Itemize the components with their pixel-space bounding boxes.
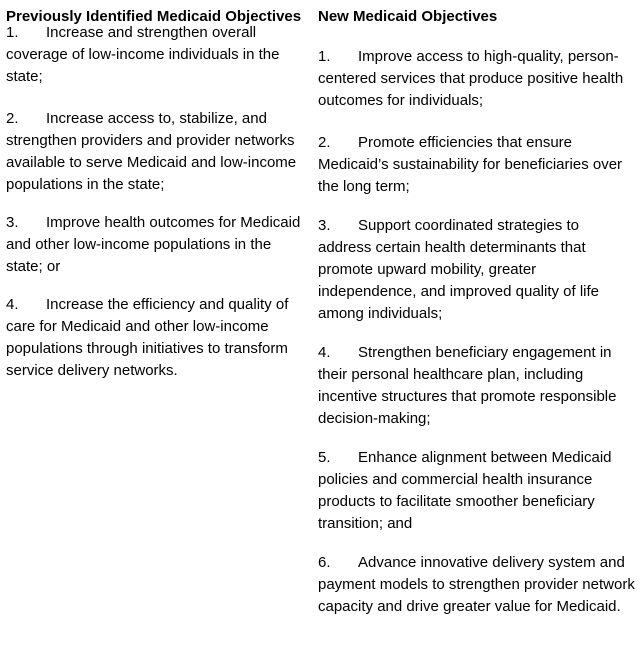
list-item — [318, 447, 635, 535]
item-number: 4. — [6, 296, 19, 313]
list-item — [318, 552, 635, 618]
list-item — [6, 212, 312, 278]
list-item — [6, 294, 312, 382]
previous-objectives-header: Previously Identified Medicaid Objectives — [6, 8, 302, 25]
item-text: Promote efficiencies that ensure Medicaid’s sustainability for beneficiaries over the long term; — [318, 134, 623, 195]
list-item — [318, 342, 635, 430]
item-number: 5. — [318, 449, 331, 466]
item-text: Enhance alignment between Medicaid policies and commercial health insurance products to facilitate smoother beneficiary transition; and — [318, 449, 612, 532]
list-item — [318, 215, 635, 325]
item-text: Strengthen beneficiary engagement in their personal healthcare plan, including incentive structures that promote responsible decision-making; — [318, 344, 617, 427]
item-text: Increase and strengthen overall coverage of low-income individuals in the state; — [6, 24, 280, 85]
item-number: 2. — [318, 134, 331, 151]
list-item — [6, 22, 312, 88]
item-number: 2. — [6, 110, 19, 127]
item-text: Increase the efficiency and quality of care for Medicaid and other low-income populations through initiatives to transform service delivery networks. — [6, 296, 289, 379]
list-item — [318, 132, 635, 198]
list-item — [318, 46, 635, 112]
item-number: 3. — [6, 214, 19, 231]
item-text: Support coordinated strategies to address certain health determinants that promote upward mobility, greater independence, and improved quality of life among individuals; — [318, 217, 600, 322]
item-number: 6. — [318, 554, 331, 571]
list-item — [6, 108, 312, 196]
item-text: Advance innovative delivery system and payment models to strengthen provider network capacity and drive greater value for Medicaid. — [318, 554, 635, 615]
item-text: Improve access to high-quality, person-centered services that produce positive health outcomes for individuals; — [318, 48, 624, 109]
item-number: 1. — [318, 48, 331, 65]
item-text: Increase access to, stabilize, and strengthen providers and provider networks available to serve Medicaid and low-income populations in the state; — [6, 110, 297, 193]
item-number: 3. — [318, 217, 331, 234]
item-text: Improve health outcomes for Medicaid and other low-income populations in the state; or — [6, 214, 301, 275]
new-objectives-column — [312, 0, 641, 656]
item-number: 1. — [6, 24, 19, 41]
item-number: 4. — [318, 344, 331, 361]
previous-objectives-column — [0, 0, 312, 656]
new-objectives-header: New Medicaid Objectives — [318, 8, 498, 25]
